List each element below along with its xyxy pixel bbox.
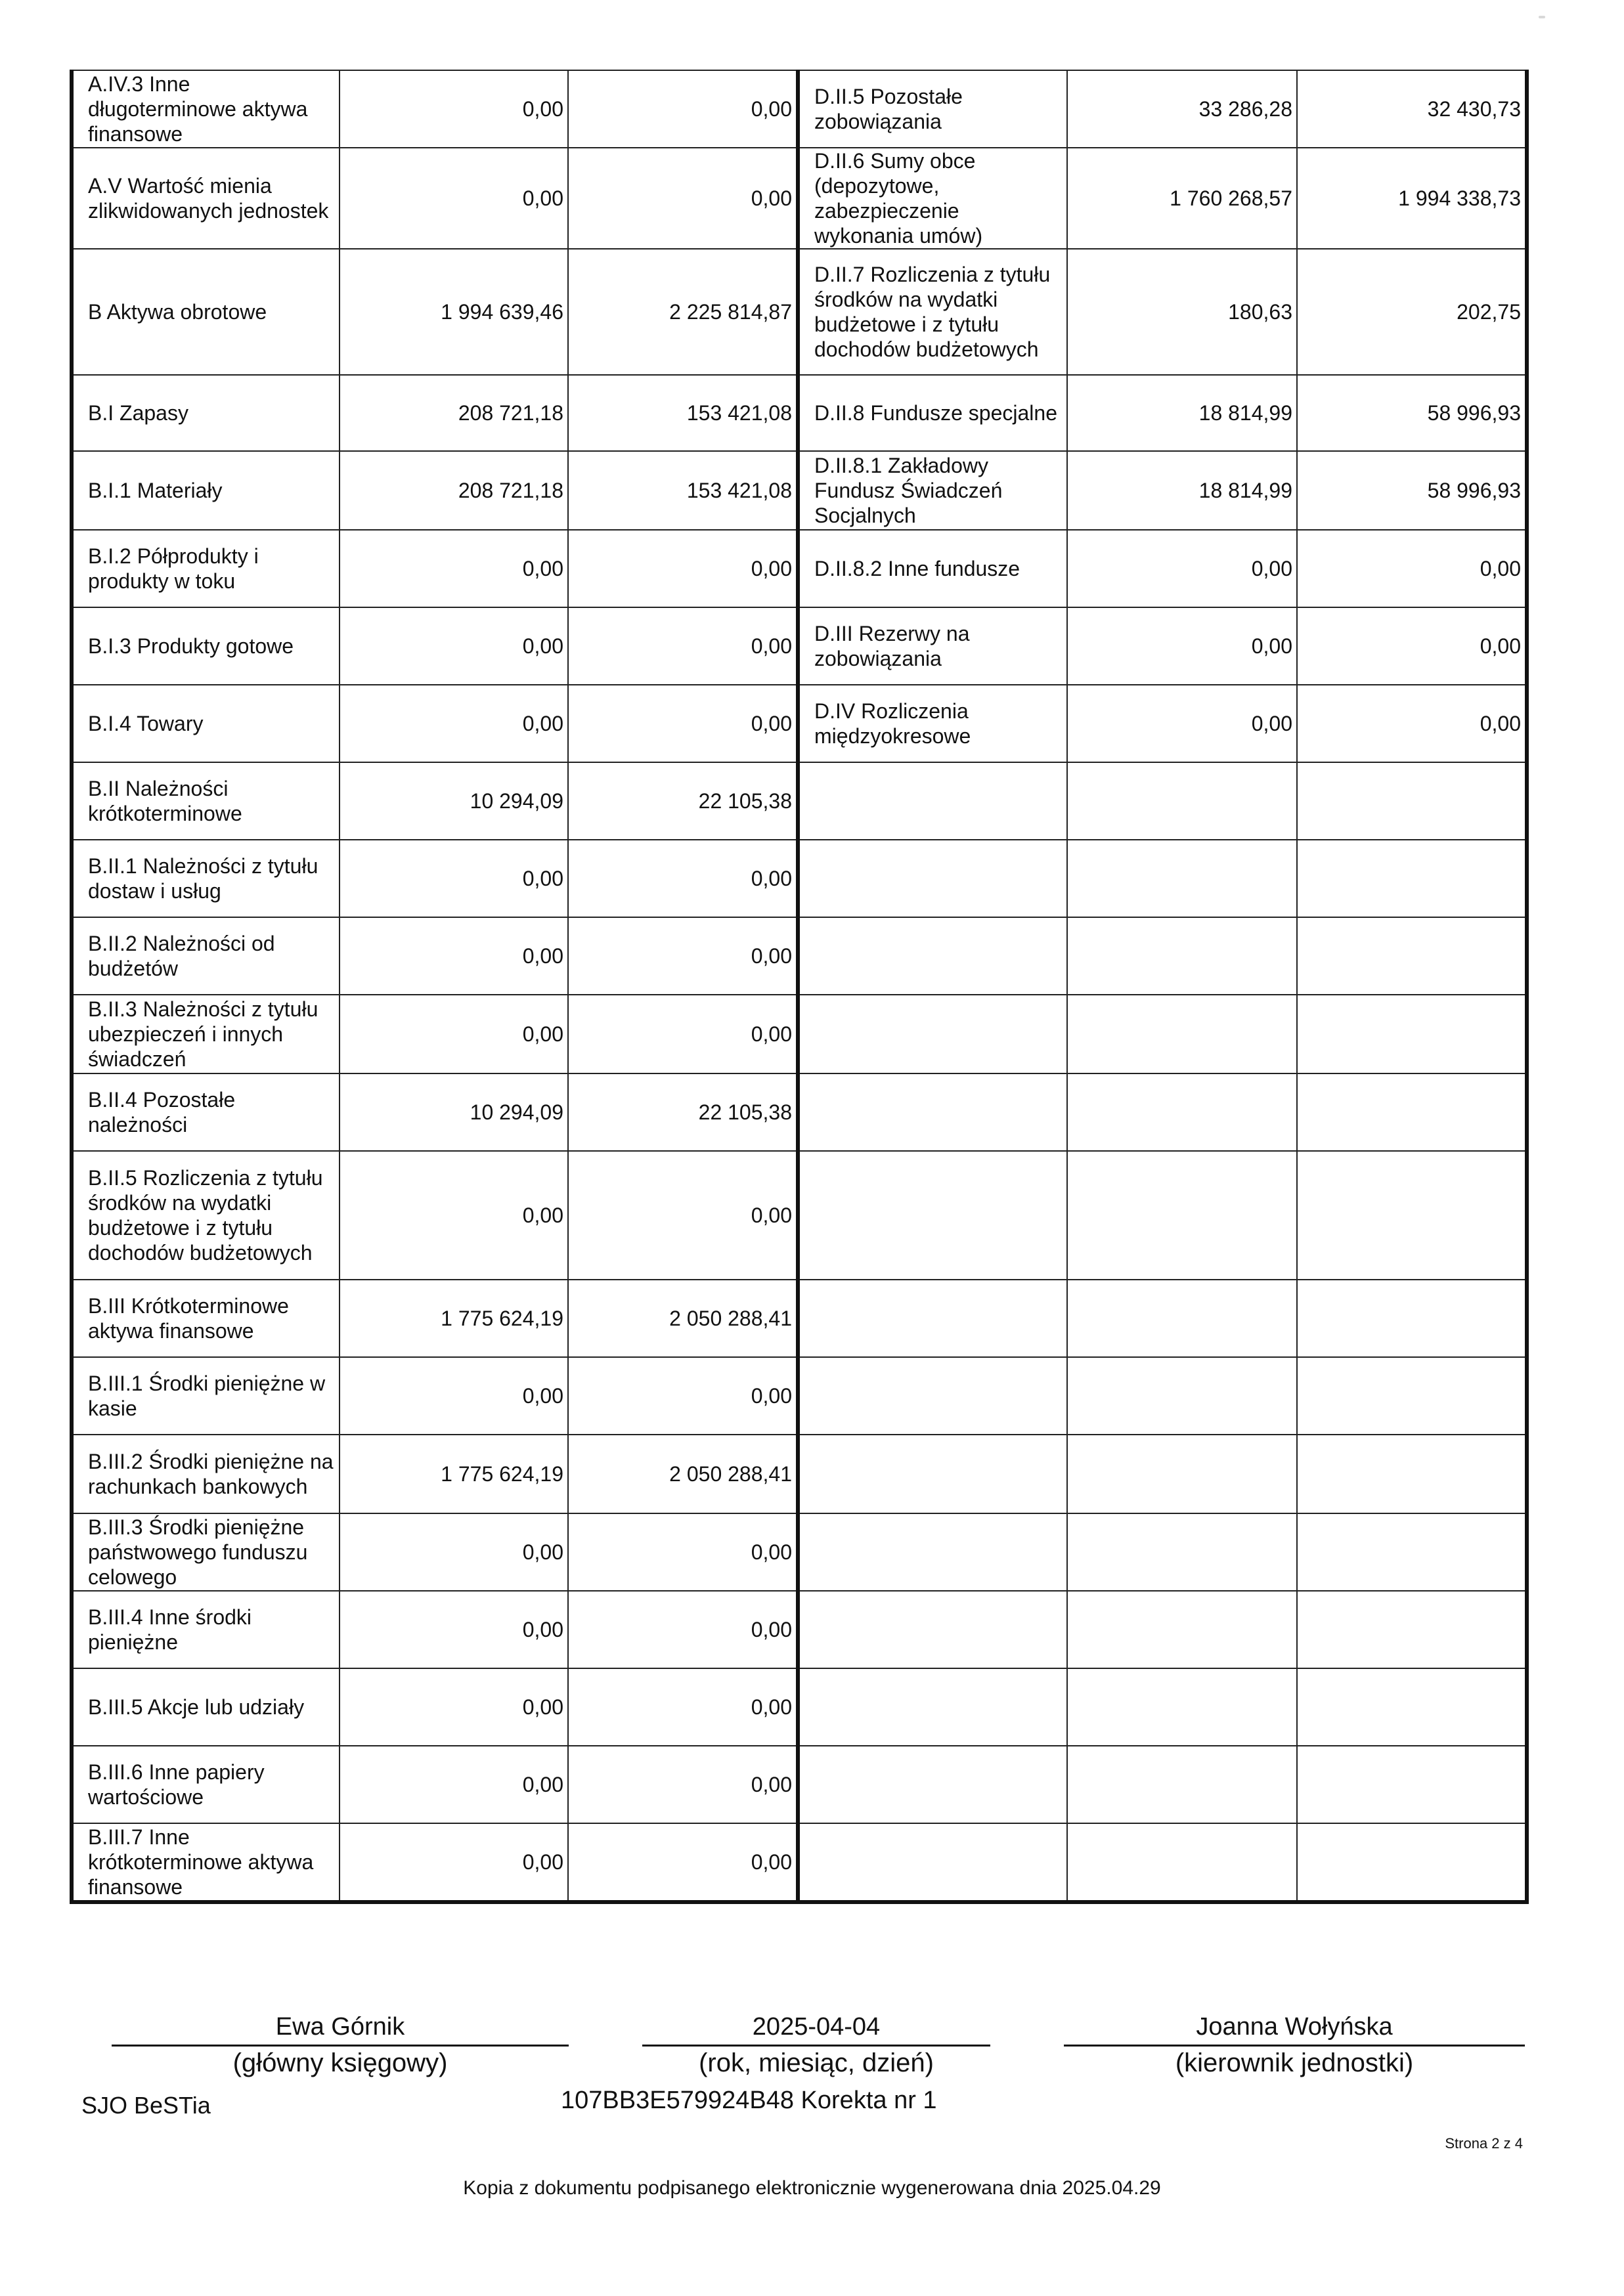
- asset-value-start: 0,00: [340, 840, 568, 917]
- asset-value-end: 0,00: [568, 1513, 798, 1591]
- footer-note: Kopia z dokumentu podpisanego elektronicznie wygenerowana dnia 2025.04.29: [463, 2177, 1161, 2199]
- asset-value-end: 0,00: [568, 70, 798, 148]
- liability-value-end: [1297, 917, 1527, 995]
- liability-value-start: 1 760 268,57: [1067, 148, 1297, 249]
- table-row: [72, 607, 1527, 685]
- page-number: Strona 2 z 4: [1445, 2135, 1523, 2152]
- liability-label: [798, 1823, 1067, 1902]
- asset-value-end: 0,00: [568, 995, 798, 1073]
- table-row: [72, 1280, 1527, 1357]
- liability-value-start: [1067, 1668, 1297, 1746]
- asset-value-start: 0,00: [340, 1513, 568, 1591]
- asset-label: B.III.1 Środki pieniężne w kasie: [72, 1357, 340, 1435]
- asset-value-end: 0,00: [568, 1823, 798, 1902]
- liability-label: [798, 1668, 1067, 1746]
- liability-value-end: [1297, 1746, 1527, 1823]
- liability-value-start: 33 286,28: [1067, 70, 1297, 148]
- liability-value-start: [1067, 917, 1297, 995]
- scan-speck: [1539, 16, 1545, 18]
- asset-label: B.I.3 Produkty gotowe: [72, 607, 340, 685]
- liability-value-end: 32 430,73: [1297, 70, 1527, 148]
- liability-value-start: 18 814,99: [1067, 375, 1297, 451]
- table-row: [72, 249, 1527, 375]
- asset-value-start: 0,00: [340, 70, 568, 148]
- liability-value-start: [1067, 1823, 1297, 1902]
- asset-value-start: 0,00: [340, 995, 568, 1073]
- balance-sheet-table: [70, 70, 1529, 1904]
- table-row: [72, 1823, 1527, 1902]
- liability-label: D.II.5 Pozostałe zobowiązania: [798, 70, 1067, 148]
- asset-value-end: 22 105,38: [568, 762, 798, 840]
- asset-label: B Aktywa obrotowe: [72, 249, 340, 375]
- liability-label: D.II.6 Sumy obce (depozytowe, zabezpieczenie wykonania umów): [798, 148, 1067, 249]
- asset-value-start: 0,00: [340, 1591, 568, 1668]
- liability-value-end: 58 996,93: [1297, 451, 1527, 530]
- balance-sheet-body: [72, 70, 1527, 1902]
- liability-value-end: [1297, 1668, 1527, 1746]
- app-name: SJO BeSTia: [81, 2092, 211, 2119]
- asset-value-end: 0,00: [568, 685, 798, 762]
- liability-value-end: [1297, 762, 1527, 840]
- asset-value-start: 0,00: [340, 1151, 568, 1280]
- liability-label: [798, 1513, 1067, 1591]
- liability-label: D.II.8.1 Zakładowy Fundusz Świadczeń Socjalnych: [798, 451, 1067, 530]
- liability-value-end: 58 996,93: [1297, 375, 1527, 451]
- asset-value-start: 0,00: [340, 148, 568, 249]
- liability-value-end: [1297, 1823, 1527, 1902]
- asset-value-start: 0,00: [340, 607, 568, 685]
- liability-value-end: 1 994 338,73: [1297, 148, 1527, 249]
- asset-value-end: 0,00: [568, 1591, 798, 1668]
- asset-label: B.III.4 Inne środki pieniężne: [72, 1591, 340, 1668]
- liability-value-start: [1067, 1357, 1297, 1435]
- asset-label: B.III.3 Środki pieniężne państwowego funduszu celowego: [72, 1513, 340, 1591]
- asset-value-start: 10 294,09: [340, 1073, 568, 1151]
- asset-value-start: 0,00: [340, 1823, 568, 1902]
- asset-label: B.III.7 Inne krótkoterminowe aktywa finansowe: [72, 1823, 340, 1902]
- table-row: [72, 530, 1527, 607]
- asset-value-end: 22 105,38: [568, 1073, 798, 1151]
- asset-value-start: 1 775 624,19: [340, 1280, 568, 1357]
- liability-label: [798, 840, 1067, 917]
- asset-value-end: 2 050 288,41: [568, 1435, 798, 1513]
- asset-value-end: 0,00: [568, 1668, 798, 1746]
- table-row: [72, 451, 1527, 530]
- asset-value-end: 0,00: [568, 148, 798, 249]
- table-row: [72, 148, 1527, 249]
- liability-label: D.IV Rozliczenia międzyokresowe: [798, 685, 1067, 762]
- liability-value-start: [1067, 840, 1297, 917]
- liability-label: [798, 1357, 1067, 1435]
- liability-label: D.II.7 Rozliczenia z tytułu środków na wydatki budżetowe i z tytułu dochodów budżetowych: [798, 249, 1067, 375]
- asset-label: B.II.2 Należności od budżetów: [72, 917, 340, 995]
- liability-label: [798, 995, 1067, 1073]
- liability-label: [798, 917, 1067, 995]
- asset-value-end: 0,00: [568, 607, 798, 685]
- signature-date: 2025-04-04: [752, 2013, 881, 2041]
- asset-value-end: 2 050 288,41: [568, 1280, 798, 1357]
- asset-value-end: 0,00: [568, 1357, 798, 1435]
- chief-accountant-role: (główny księgowy): [232, 2048, 448, 2077]
- asset-value-start: 0,00: [340, 917, 568, 995]
- table-row: [72, 840, 1527, 917]
- asset-value-start: 10 294,09: [340, 762, 568, 840]
- chief-accountant-signature: [112, 2012, 569, 2079]
- liability-value-end: [1297, 1591, 1527, 1668]
- liability-value-start: [1067, 1435, 1297, 1513]
- table-row: [72, 762, 1527, 840]
- asset-value-end: 0,00: [568, 840, 798, 917]
- asset-label: A.V Wartość mienia zlikwidowanych jednostek: [72, 148, 340, 249]
- asset-label: B.III Krótkoterminowe aktywa finansowe: [72, 1280, 340, 1357]
- asset-value-start: 0,00: [340, 1668, 568, 1746]
- asset-value-end: 0,00: [568, 1151, 798, 1280]
- asset-value-end: 0,00: [568, 1746, 798, 1823]
- chief-accountant-name: Ewa Górnik: [275, 2013, 405, 2041]
- asset-value-start: 208 721,18: [340, 451, 568, 530]
- asset-label: B.II.4 Pozostałe należności: [72, 1073, 340, 1151]
- liability-value-start: [1067, 1073, 1297, 1151]
- liability-value-start: [1067, 1513, 1297, 1591]
- liability-label: [798, 1746, 1067, 1823]
- table-row: [72, 70, 1527, 148]
- liability-value-start: [1067, 762, 1297, 840]
- asset-value-end: 0,00: [568, 917, 798, 995]
- liability-value-end: [1297, 1435, 1527, 1513]
- liability-value-start: [1067, 1280, 1297, 1357]
- liability-value-end: [1297, 1151, 1527, 1280]
- asset-value-start: 1 994 639,46: [340, 249, 568, 375]
- table-row: [72, 1746, 1527, 1823]
- signature-date-block: [642, 2012, 990, 2079]
- liability-value-start: 18 814,99: [1067, 451, 1297, 530]
- asset-label: B.II.5 Rozliczenia z tytułu środków na wydatki budżetowe i z tytułu dochodów budżetowych: [72, 1151, 340, 1280]
- table-row: [72, 1073, 1527, 1151]
- asset-value-end: 0,00: [568, 530, 798, 607]
- asset-label: B.I Zapasy: [72, 375, 340, 451]
- unit-head-role: (kierownik jednostki): [1175, 2048, 1414, 2077]
- asset-label: B.I.2 Półprodukty i produkty w toku: [72, 530, 340, 607]
- table-row: [72, 1151, 1527, 1280]
- signature-date-caption: (rok, miesiąc, dzień): [699, 2048, 934, 2077]
- asset-label: B.III.5 Akcje lub udziały: [72, 1668, 340, 1746]
- liability-value-end: 202,75: [1297, 249, 1527, 375]
- liability-label: D.II.8.2 Inne fundusze: [798, 530, 1067, 607]
- table-row: [72, 685, 1527, 762]
- document-id: 107BB3E579924B48 Korekta nr 1: [561, 2087, 937, 2114]
- table-row: [72, 1513, 1527, 1591]
- asset-label: B.I.1 Materiały: [72, 451, 340, 530]
- table-row: [72, 1668, 1527, 1746]
- liability-value-end: [1297, 840, 1527, 917]
- liability-value-end: [1297, 995, 1527, 1073]
- liability-value-start: [1067, 995, 1297, 1073]
- asset-value-end: 2 225 814,87: [568, 249, 798, 375]
- liability-label: [798, 1073, 1067, 1151]
- asset-value-start: 0,00: [340, 530, 568, 607]
- liability-value-start: 180,63: [1067, 249, 1297, 375]
- liability-label: [798, 1435, 1067, 1513]
- unit-head-signature: [1064, 2012, 1525, 2079]
- liability-value-start: 0,00: [1067, 530, 1297, 607]
- liability-value-end: 0,00: [1297, 607, 1527, 685]
- liability-value-end: [1297, 1280, 1527, 1357]
- table-row: [72, 1591, 1527, 1668]
- liability-value-start: 0,00: [1067, 607, 1297, 685]
- liability-value-start: [1067, 1151, 1297, 1280]
- asset-label: B.II.3 Należności z tytułu ubezpieczeń i innych świadczeń: [72, 995, 340, 1073]
- liability-value-end: [1297, 1073, 1527, 1151]
- liability-label: [798, 762, 1067, 840]
- asset-label: A.IV.3 Inne długoterminowe aktywa finansowe: [72, 70, 340, 148]
- table-row: [72, 1357, 1527, 1435]
- asset-value-start: 0,00: [340, 1746, 568, 1823]
- table-row: [72, 375, 1527, 451]
- asset-value-start: 0,00: [340, 685, 568, 762]
- asset-value-end: 153 421,08: [568, 451, 798, 530]
- liability-value-end: [1297, 1357, 1527, 1435]
- liability-value-end: [1297, 1513, 1527, 1591]
- liability-label: D.III Rezerwy na zobowiązania: [798, 607, 1067, 685]
- liability-value-end: 0,00: [1297, 685, 1527, 762]
- table-row: [72, 995, 1527, 1073]
- table-row: [72, 917, 1527, 995]
- unit-head-name: Joanna Wołyńska: [1196, 2013, 1393, 2041]
- asset-label: B.III.6 Inne papiery wartościowe: [72, 1746, 340, 1823]
- asset-label: B.III.2 Środki pieniężne na rachunkach bankowych: [72, 1435, 340, 1513]
- liability-label: D.II.8 Fundusze specjalne: [798, 375, 1067, 451]
- liability-value-start: 0,00: [1067, 685, 1297, 762]
- liability-label: [798, 1591, 1067, 1668]
- asset-value-start: 0,00: [340, 1357, 568, 1435]
- liability-value-end: 0,00: [1297, 530, 1527, 607]
- liability-value-start: [1067, 1591, 1297, 1668]
- asset-value-start: 208 721,18: [340, 375, 568, 451]
- asset-label: B.II Należności krótkoterminowe: [72, 762, 340, 840]
- liability-label: [798, 1151, 1067, 1280]
- liability-value-start: [1067, 1746, 1297, 1823]
- asset-value-end: 153 421,08: [568, 375, 798, 451]
- liability-label: [798, 1280, 1067, 1357]
- table-row: [72, 1435, 1527, 1513]
- asset-label: B.I.4 Towary: [72, 685, 340, 762]
- asset-value-start: 1 775 624,19: [340, 1435, 568, 1513]
- asset-label: B.II.1 Należności z tytułu dostaw i usług: [72, 840, 340, 917]
